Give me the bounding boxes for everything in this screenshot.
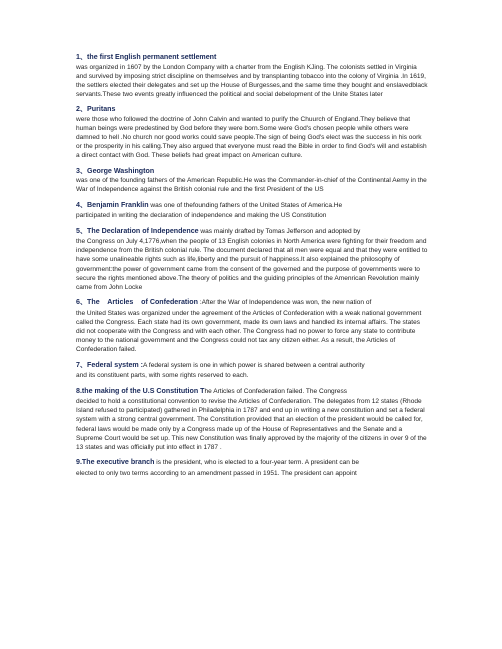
section-inline-text: he Articles of Confederation failed. The Congress xyxy=(204,387,348,395)
section-heading xyxy=(76,297,428,309)
section-heading xyxy=(76,226,428,238)
section-body: and its constituent parts, with some rights reserved to each. xyxy=(76,372,249,380)
section-number: 6、 xyxy=(76,298,88,307)
section-body: elected to only two terms according to an amendment passed in 1951. The president can appoint xyxy=(76,469,357,477)
section-1 xyxy=(76,52,428,99)
section-heading xyxy=(76,166,428,177)
section-number: 4、 xyxy=(76,200,88,209)
section-title: The executive branch xyxy=(81,458,155,467)
section-number: 1、 xyxy=(76,53,88,61)
section-title: Puritans xyxy=(87,105,116,114)
section-3 xyxy=(76,166,428,195)
section-inline-text: was mainly drafted by Tomas Jefferson and adopted by xyxy=(198,227,361,235)
section-title: Benjamin Franklin xyxy=(87,200,149,209)
section-heading xyxy=(76,52,428,63)
section-body: the United States was organized under the agreement of the Articles of Confederation with a weak national government called the Congress. Each state had its own government, made its own laws and handled its internal affairs. The states did not cooperate with the Congress and with each other. The Congress had no power to force any state to contribute money to the national government and the Congress could not tax any citizen either. As a result, the Articles of Confederation failed. xyxy=(76,309,422,354)
section-title: George Washington xyxy=(87,166,155,175)
section-inline-text: A federal system is one in which power is shared between a central authority xyxy=(143,361,365,369)
section-body: was organized in 1607 by the London Company with a charter from the English KJing. The colonists settled in Virginia and survived by imposing strict discipline on themselves and by transplanting tobacco into the colony of Virginia .In 1619, the settlers elected their delegates and set up the House of Burgesses,and the same time they bought and enslavedblack servants.These two events greatly influenced the political and social debelopment of the Unite States later xyxy=(76,63,428,98)
section-title: The Articles of Confederation xyxy=(87,298,198,307)
section-inline-text: :After the War of Independence was won, the new nation of xyxy=(197,299,372,307)
section-body: were those who followed the doctrine of John Calvin and wanted to purify the Chuurch of England.They believe that human beings were predestined by God before they were born.Some were God's chosen people while others were damned to hell .No church nor good works could save people.The sign of being God's elect was the success in his oork or the prosperity in his calling.They also argued that everyone must read the Bible in order to find God's will and establish a direct contact with God. These beliefs had great impact on American culture. xyxy=(76,115,427,160)
section-title: The Declaration of Independence xyxy=(87,226,199,235)
section-title: Federal system : xyxy=(87,360,144,369)
section-4 xyxy=(76,200,428,221)
section-body: the Congress on July 4,1776,when the people of 13 English colonies in North America were fighting for their freedom and independence from the British colonial rule. The document declared that all men were equal and that they were entitled to have some unalineable rights such as life,liberty and the pursuit of happiness.It also explained the philosophy of government:the power of government came from the consent of the governed and the purpose of governments were to secure the rights mentioned above.The theory of politics and the guiding principles of the Amenrican Revolution mainly came from John Locke xyxy=(76,238,428,291)
section-2 xyxy=(76,104,428,160)
section-inline-text: is the president, who is elected to a four-year term. A president can be xyxy=(154,459,359,467)
section-8 xyxy=(76,386,428,452)
document-page xyxy=(76,52,428,483)
section-number: 3、 xyxy=(76,166,88,175)
section-6 xyxy=(76,297,428,354)
section-body: participated in writing the declaration of independence and making the US Constitution xyxy=(76,212,327,220)
section-number: 2、 xyxy=(76,105,88,114)
section-heading xyxy=(76,457,428,469)
section-heading xyxy=(76,200,428,212)
section-inline-text: was one of thefounding fathers of the United States of America.He xyxy=(148,201,343,209)
section-heading xyxy=(76,386,428,398)
section-heading xyxy=(76,104,428,115)
section-title: the first English permanent settlement xyxy=(87,53,217,61)
section-number: 9. xyxy=(76,458,82,467)
section-body: was one of the founding fathers of the American Republic.He was the Commander-in-chief of the Continental Aemy in the War of Independence against the British colonial rule and the first President of the US xyxy=(76,177,427,194)
section-number: 5、 xyxy=(76,226,88,235)
section-heading xyxy=(76,360,428,372)
section-9 xyxy=(76,457,428,478)
section-number: 8. xyxy=(76,386,82,395)
section-5 xyxy=(76,226,428,292)
section-7 xyxy=(76,360,428,381)
section-body: decided to hold a constitutional convention to revise the Articles of Confederation. The delegates from 12 states (Rhode Island refused to participated) gathered in Philadelphia in 1787 and end up in writing a new constitution and set a federal system with a strong central government. The Constitution provided that an election of the president would be called for, federal laws would be made only by a Congress made up of the House of Representatives and the Senate and a Supreme Court would be set up. This new Constitution was finally approved by the majority of the citizens in over 9 of the 13 states and was officially put into effect in 1787 . xyxy=(76,398,427,451)
section-number: 7、 xyxy=(76,360,88,369)
section-title: the making of the U.S Constitution T xyxy=(81,386,205,395)
